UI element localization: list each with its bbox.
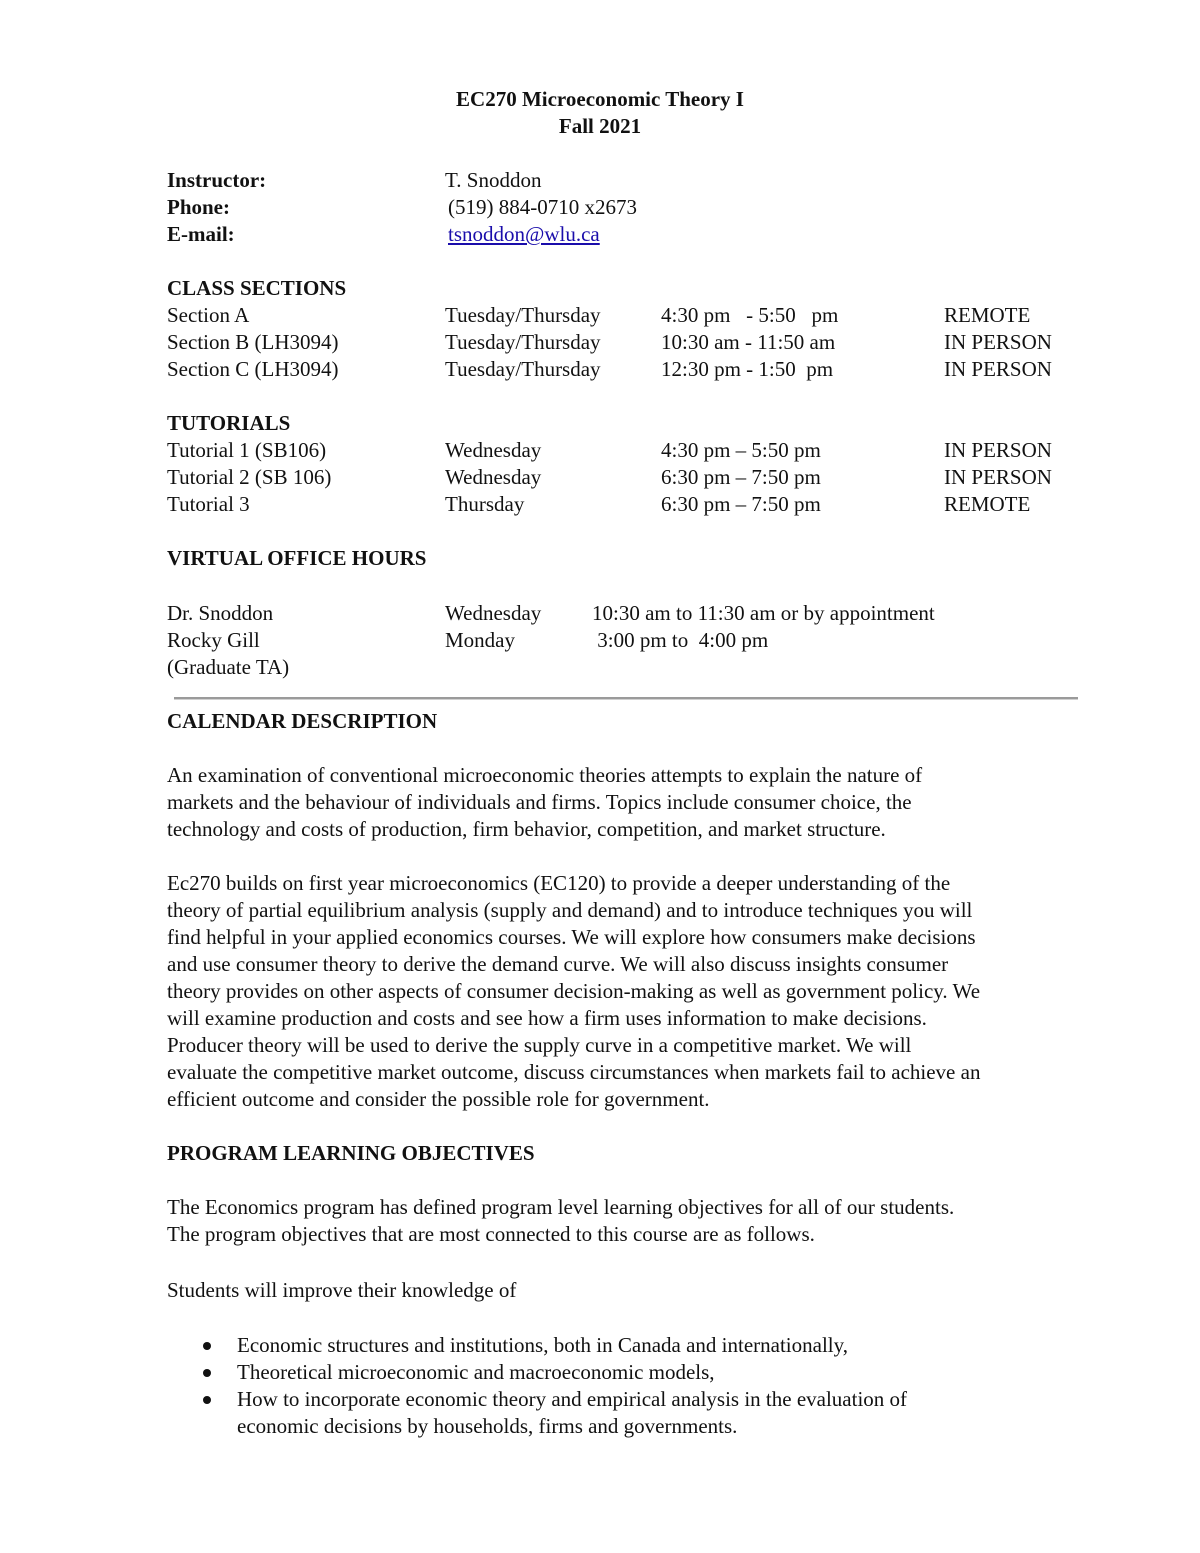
paragraph-line: markets and the behaviour of individuals and firms. Topics include consumer choice, the (167, 790, 912, 814)
bullet-icon (203, 1396, 211, 1404)
paragraph-line: The program objectives that are most connected to this course are as follows. (167, 1222, 815, 1246)
tutorials-heading: TUTORIALS (167, 411, 291, 435)
objectives-intro: Students will improve their knowledge of (167, 1278, 517, 1302)
tutorial-time: 6:30 pm – 7:50 pm (661, 465, 821, 489)
list-item (167, 1359, 1067, 1386)
paragraph-line: evaluate the competitive market outcome, discuss circumstances when markets fail to achieve an (167, 1060, 981, 1084)
paragraph-line: will examine production and costs and see how a firm uses information to make decisions. (167, 1006, 927, 1030)
office-hours-name: Rocky Gill (167, 628, 260, 652)
email-label: E-mail: (167, 222, 235, 246)
section-days: Tuesday/Thursday (445, 330, 601, 354)
tutorial-mode: REMOTE (944, 492, 1031, 516)
paragraph-line: The Economics program has defined program level learning objectives for all of our students. (167, 1195, 955, 1219)
tutorial-mode: IN PERSON (944, 438, 1052, 462)
section-name: Section B (LH3094) (167, 330, 339, 354)
paragraph-line: and use consumer theory to derive the demand curve. We will also discuss insights consumer (167, 952, 949, 976)
tutorial-time: 6:30 pm – 7:50 pm (661, 492, 821, 516)
tutorial-days: Wednesday (445, 465, 542, 489)
list-item-text: Theoretical microeconomic and macroeconomic models, (237, 1360, 715, 1384)
office-hours-day: Monday (445, 628, 515, 652)
paragraph-line: An examination of conventional microeconomic theories attempts to explain the nature of (167, 763, 923, 787)
section-time: 4:30 pm - 5:50 pm (661, 303, 839, 327)
list-item-text: Economic structures and institutions, both in Canada and internationally, (237, 1333, 849, 1357)
paragraph-line: technology and costs of production, firm behavior, competition, and market structure. (167, 817, 886, 841)
calendar-paragraph-1 (167, 762, 1087, 843)
list-item-text: economic decisions by households, firms and governments. (237, 1414, 738, 1438)
class-sections-heading: CLASS SECTIONS (167, 276, 347, 300)
office-hours-heading: VIRTUAL OFFICE HOURS (167, 546, 427, 570)
objectives-paragraph (167, 1194, 1087, 1248)
office-hours-time: 10:30 am to 11:30 am or by appointment (592, 601, 935, 625)
tutorial-days: Wednesday (445, 438, 542, 462)
section-mode: IN PERSON (944, 330, 1052, 354)
tutorial-time: 4:30 pm – 5:50 pm (661, 438, 821, 462)
office-hours-name: Dr. Snoddon (167, 601, 274, 625)
section-name: Section C (LH3094) (167, 357, 339, 381)
phone-label: Phone: (167, 195, 230, 219)
list-item-text: How to incorporate economic theory and empirical analysis in the evaluation of (237, 1387, 908, 1411)
calendar-paragraph-2 (167, 870, 1087, 1113)
paragraph-line: theory provides on other aspects of consumer decision-making as well as government policy. We (167, 979, 981, 1003)
course-term: Fall 2021 (558, 114, 642, 138)
section-name: Section A (167, 303, 250, 327)
paragraph-line: efficient outcome and consider the possible role for government. (167, 1087, 710, 1111)
section-time: 12:30 pm - 1:50 pm (661, 357, 834, 381)
tutorial-name: Tutorial 2 (SB 106) (167, 465, 332, 489)
paragraph-line: Ec270 builds on first year microeconomics (EC120) to provide a deeper understanding of the (167, 871, 951, 895)
tutorial-days: Thursday (445, 492, 525, 516)
phone-value: (519) 884-0710 x2673 (448, 195, 637, 219)
list-item (167, 1332, 1067, 1359)
objectives-list (167, 1332, 1067, 1440)
tutorial-mode: IN PERSON (944, 465, 1052, 489)
section-days: Tuesday/Thursday (445, 303, 601, 327)
email-link[interactable]: tsnoddon@wlu.ca (448, 222, 600, 246)
paragraph-line: theory of partial equilibrium analysis (supply and demand) and to introduce techniques you will (167, 898, 973, 922)
paragraph-line: find helpful in your applied economics courses. We will explore how consumers make decisions (167, 925, 976, 949)
section-mode: REMOTE (944, 303, 1031, 327)
ta-note: (Graduate TA) (167, 655, 290, 679)
office-hours-day: Wednesday (445, 601, 542, 625)
calendar-heading: CALENDAR DESCRIPTION (167, 709, 438, 733)
bullet-icon (203, 1342, 211, 1350)
office-hours-time: 3:00 pm to 4:00 pm (592, 628, 769, 652)
list-item (167, 1386, 1067, 1440)
tutorial-name: Tutorial 3 (167, 492, 250, 516)
instructor-value: T. Snoddon (445, 168, 542, 192)
section-days: Tuesday/Thursday (445, 357, 601, 381)
instructor-label: Instructor: (167, 168, 267, 192)
paragraph-line: Producer theory will be used to derive the supply curve in a competitive market. We will (167, 1033, 912, 1057)
objectives-heading: PROGRAM LEARNING OBJECTIVES (167, 1141, 535, 1165)
course-title: EC270 Microeconomic Theory I (456, 87, 744, 111)
section-mode: IN PERSON (944, 357, 1052, 381)
bullet-icon (203, 1369, 211, 1377)
tutorial-name: Tutorial 1 (SB106) (167, 438, 327, 462)
horizontal-divider (174, 697, 1078, 700)
section-time: 10:30 am - 11:50 am (661, 330, 836, 354)
